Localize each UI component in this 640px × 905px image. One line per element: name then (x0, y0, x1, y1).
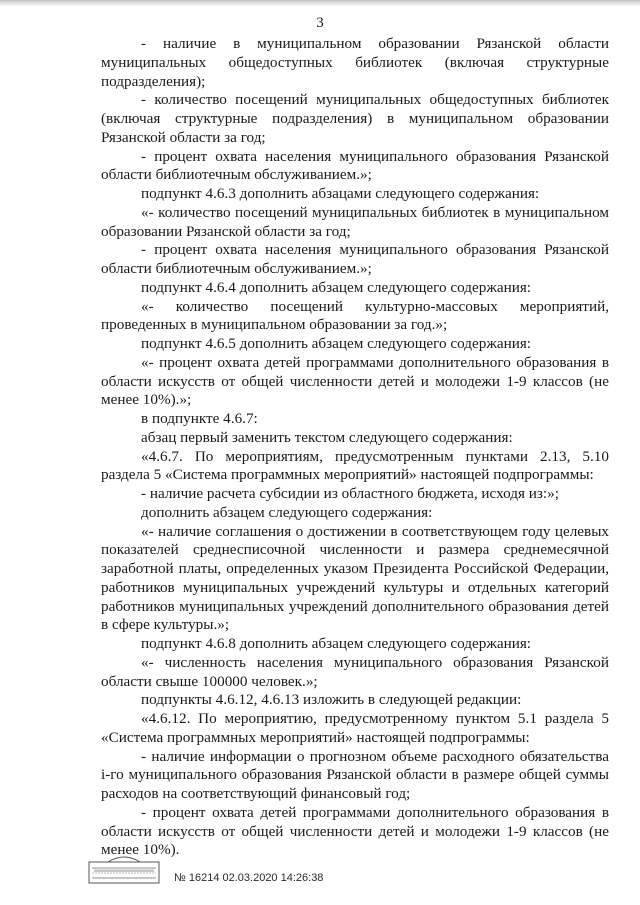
paragraph: «- количество посещений муниципальных библиотек в муниципальном образовании Рязанской области за год; (101, 203, 609, 240)
paragraph: - процент охвата населения муниципального образования Рязанской области библиотечным обслуживанием.»; (101, 241, 609, 277)
paragraph: «- количество посещений культурно-массовых мероприятий, проведенных в муниципальном образовании за год.»; (101, 297, 609, 334)
registry-stamp-icon (88, 854, 160, 884)
paragraph: абзац первый заменить текстом следующего содержания: (141, 428, 513, 446)
paragraph: «- наличие соглашения о достижении в соответствующем году целевых показателей среднесписочной численности и размера среднемесячной заработной платы, определенных указом Президента Российской Федерации, работников муниципальных учреждений культуры и отдельных категорий работников муниципальных учреждений дополнительного образования детей в сфере культуры.»; (101, 522, 609, 634)
paragraph: «4.6.12. По мероприятию, предусмотренному пунктом 5.1 раздела 5 «Система программных мероприятий» настоящей подпрограммы: (101, 710, 609, 746)
paragraph: «- процент охвата детей программами дополнительного образования в области искусств от общей численности детей и молодежи 1-9 классов (не менее 10%).»; (101, 353, 609, 409)
paragraph: в подпункте 4.6.7: (141, 410, 258, 427)
document-registration-number: № 16214 02.03.2020 14:26:38 (174, 872, 324, 884)
paragraph: - наличие расчета субсидии из областного бюджета, исходя из:»; (141, 485, 559, 502)
scan-edge-shadow (0, 0, 640, 7)
paragraph: подпункт 4.6.3 дополнить абзацами следующего содержания: (141, 185, 540, 202)
paragraph: подпункт 4.6.5 дополнить абзацем следующего содержания: (141, 335, 532, 352)
paragraph: - процент охвата населения муниципального образования Рязанской области библиотечным обслуживанием.»; (101, 147, 609, 184)
document-footer (88, 850, 448, 890)
page-number: 3 (316, 15, 324, 31)
paragraph: дополнить абзацем следующего содержания: (141, 503, 433, 521)
paragraph: - наличие информации о прогнозном объеме расходного обязательства i-го муниципального образования Рязанской области в размере общей суммы расходов на соответствующий финансовый год; (101, 747, 609, 802)
paragraph: подпункт 4.6.8 дополнить абзацем следующего содержания: (141, 635, 532, 652)
paragraph: «4.6.7. По мероприятиям, предусмотренным пунктами 2.13, 5.10 раздела 5 «Система программных мероприятий» настоящей подпрограммы: (101, 447, 609, 484)
document-body (101, 35, 609, 860)
paragraph: - наличие в муниципальном образовании Рязанской области муниципальных общедоступных библиотек (включая структурные подразделения); (101, 35, 609, 90)
paragraph: - количество посещений муниципальных общедоступных библиотек (включая структурные подразделения) в муниципальном образовании Рязанской области за год; (101, 91, 609, 146)
paragraph: подпункты 4.6.12, 4.6.13 изложить в следующей редакции: (141, 691, 522, 709)
paragraph: - процент охвата детей программами дополнительного образования в области искусств от общей численности детей и молодежи 1-9 классов (не менее 10%). (101, 803, 609, 859)
paragraph: «- численность населения муниципального образования Рязанской области свыше 100000 человек.»; (101, 653, 609, 690)
paragraph: подпункт 4.6.4 дополнить абзацем следующего содержания: (141, 278, 532, 296)
